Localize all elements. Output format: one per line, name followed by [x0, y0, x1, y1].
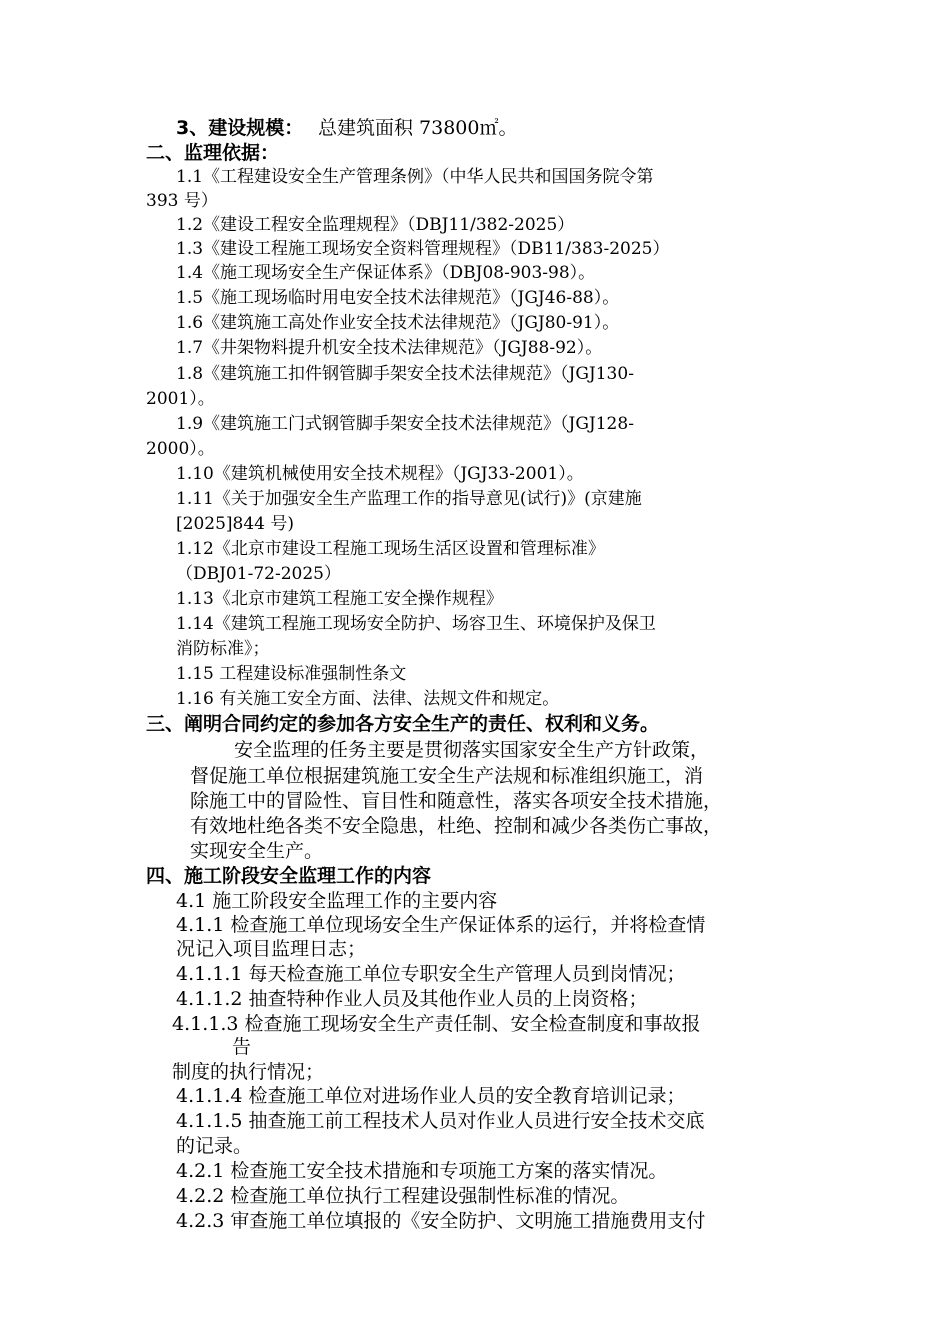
basis-line: 1.6《建筑施工高处作业安全技术法律规范》（JGJ80-91）。 [176, 313, 620, 333]
duties-paragraph-line: 有效地杜绝各类不安全隐患，杜绝、控制和减少各类伤亡事故， [190, 815, 723, 837]
basis-line: 2000）。 [146, 439, 215, 459]
content-line: 4.1.1.1 每天检查施工单位专职安全生产管理人员到岗情况； [176, 963, 686, 985]
content-line: 4.1.1.5 抽查施工前工程技术人员对作业人员进行安全技术交底 [176, 1110, 705, 1132]
content-line: 制度的执行情况； [172, 1061, 325, 1083]
content-line: 4.1.1.3 检查施工现场安全生产责任制、安全检查制度和事故报 [172, 1013, 701, 1035]
basis-line: 1.2《建设工程安全监理规程》（DBJ11/382-2025） [176, 215, 575, 235]
content-line: 的记录。 [176, 1135, 253, 1157]
scale-text: 总建筑面积 73800㎡。 [318, 117, 518, 139]
basis-line: 1.8《建筑施工扣件钢管脚手架安全技术法律规范》（JGJ130- [176, 364, 634, 384]
content-line: 告 [232, 1036, 252, 1058]
basis-line: 1.15 工程建设标准强制性条文 [176, 664, 407, 684]
basis-line: 1.1《工程建设安全生产管理条例》（中华人民共和国国务院令第 [176, 167, 654, 187]
basis-line: 1.10《建筑机械使用安全技术规程》（JGJ33-2001）。 [176, 464, 584, 484]
basis-line: 1.12《北京市建设工程施工现场生活区设置和管理标准》 [176, 539, 605, 559]
duties-paragraph-line: 实现安全生产。 [190, 840, 324, 862]
basis-line: 消防标准》； [176, 639, 270, 659]
basis-line: 1.9《建筑施工门式钢管脚手架安全技术法律规范》（JGJ128- [176, 414, 634, 434]
basis-line: [2025]844 号) [176, 514, 295, 534]
basis-line: 1.4《施工现场安全生产保证体系》（DBJ08-903-98）。 [176, 263, 596, 283]
basis-line: 1.7《井架物料提升机安全技术法律规范》（JGJ88-92）。 [176, 338, 603, 358]
basis-line: 1.13《北京市建筑工程施工安全操作规程》 [176, 589, 503, 609]
section-heading-content: 四、施工阶段安全监理工作的内容 [146, 865, 432, 887]
section-heading-basis: 二、监理依据： [146, 142, 280, 164]
content-line: 4.1.1 检查施工单位现场安全生产保证体系的运行，并将检查情 [176, 914, 706, 936]
section-heading-duties: 三、阐明合同约定的参加各方安全生产的责任、权利和义务。 [146, 713, 660, 735]
content-line: 4.2.2 检查施工单位执行工程建设强制性标准的情况。 [176, 1185, 630, 1207]
content-line: 4.1.1.2 抽查特种作业人员及其他作业人员的上岗资格； [176, 988, 648, 1010]
basis-line: 1.16 有关施工安全方面、法律、法规文件和规定。 [176, 689, 560, 709]
basis-line: 1.3《建设工程施工现场安全资料管理规程》（DB11/383-2025） [176, 239, 670, 259]
basis-line: 393 号） [146, 191, 218, 211]
basis-line: 1.14《建筑工程施工现场安全防护、场容卫生、环境保护及保卫 [176, 614, 656, 634]
content-line: 4.1 施工阶段安全监理工作的主要内容 [176, 890, 498, 912]
content-line: 4.1.1.4 检查施工单位对进场作业人员的安全教育培训记录； [176, 1085, 686, 1107]
duties-paragraph-line: 督促施工单位根据建筑施工安全生产法规和标准组织施工，消 [190, 765, 704, 787]
content-line: 4.2.1 检查施工安全技术措施和专项施工方案的落实情况。 [176, 1160, 668, 1182]
basis-line: 1.11《关于加强安全生产监理工作的指导意见(试行)》(京建施 [176, 489, 642, 509]
basis-line: （DBJ01-72-2025） [176, 564, 341, 584]
basis-line: 1.5《施工现场临时用电安全技术法律规范》（JGJ46-88）。 [176, 288, 620, 308]
content-line: 4.2.3 审查施工单位填报的《安全防护、文明施工措施费用支付 [176, 1210, 706, 1232]
basis-line: 2001）。 [146, 389, 215, 409]
content-line: 况记入项目监理日志； [176, 938, 367, 960]
duties-paragraph-line: 安全监理的任务主要是贯彻落实国家安全生产方针政策， [234, 739, 710, 761]
scale-label: 3、建设规模： [176, 117, 304, 139]
duties-paragraph-line: 除施工中的冒险性、盲目性和随意性，落实各项安全技术措施， [190, 790, 723, 812]
